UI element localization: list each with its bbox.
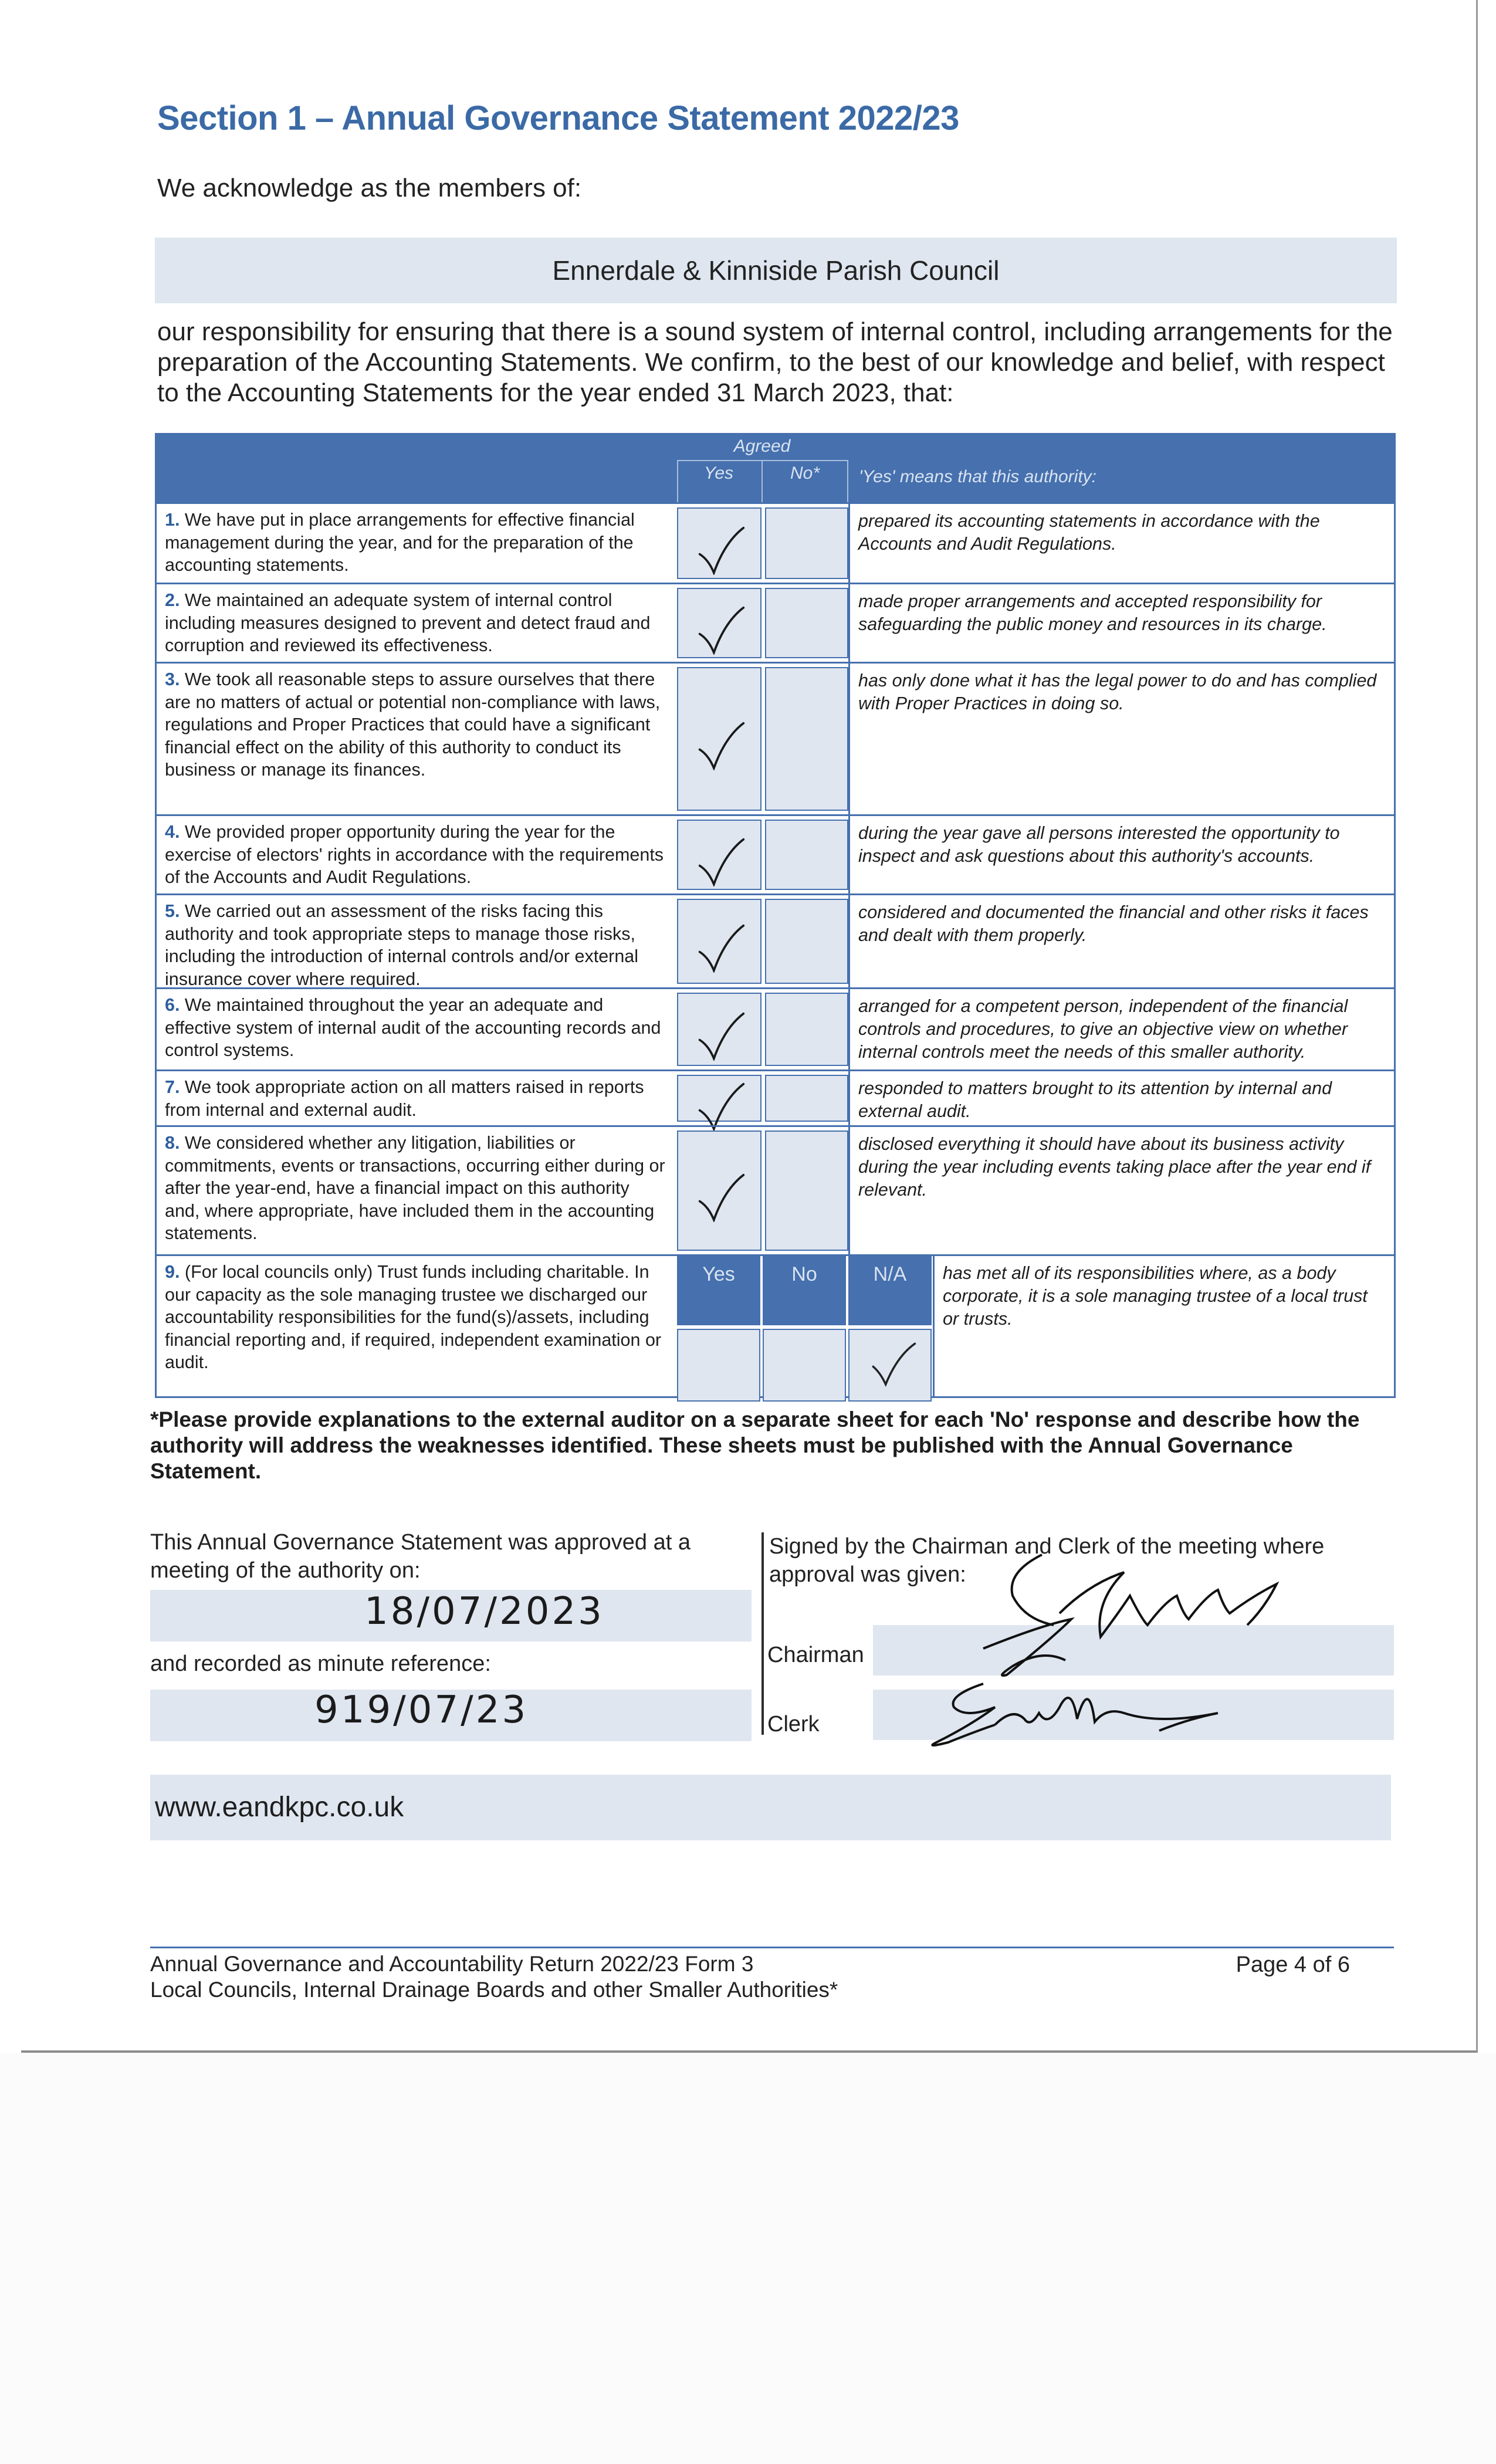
yes-box[interactable] xyxy=(677,1075,761,1122)
row9-no-header: No xyxy=(763,1256,846,1325)
means-cell xyxy=(848,664,1396,814)
section-title: Section 1 – Annual Governance Statement 2022/23 xyxy=(157,99,959,137)
statement-number: 7. xyxy=(165,1077,180,1097)
no-header: No* xyxy=(790,463,820,483)
means-text: arranged for a competent person, independent of the financial controls and procedures, to give an objective view on whether internal controls meet the needs of this smaller authority. xyxy=(858,996,1348,1062)
row9-yes-header: Yes xyxy=(677,1256,760,1325)
means-cell xyxy=(933,1256,1396,1396)
page-number: Page 4 of 6 xyxy=(1236,1952,1350,1977)
table-row xyxy=(155,583,1396,662)
no-box[interactable] xyxy=(765,993,848,1066)
checkmark-icon xyxy=(695,605,747,655)
statement-text: We provided proper opportunity during the year for the exercise of electors' rights in accordance with the requirements of the Accounts and Audit Regulations. xyxy=(165,822,664,887)
no-box[interactable] xyxy=(765,588,848,658)
means-text: has only done what it has the legal power to do and has complied with Proper Practices in doing so. xyxy=(858,671,1377,713)
means-cell xyxy=(848,584,1396,662)
row9-no-box[interactable] xyxy=(763,1329,846,1402)
clerk-signature xyxy=(913,1672,1277,1754)
statement-text: We carried out an assessment of the risks facing this authority and took appropriate steps to manage those risks, including the introduction of internal controls and/or external insurance cover where required. xyxy=(165,901,639,989)
row9-na-box[interactable] xyxy=(848,1329,932,1402)
yes-box[interactable] xyxy=(677,507,761,579)
statement-text: (For local councils only) Trust funds including charitable. In our capacity as the sole managing trustee we discharged our accountability responsibilities for the fund(s)/assets, including financial reporting and, if required, independent examination or audit. xyxy=(165,1262,662,1372)
means-text: made proper arrangements and accepted responsibility for safeguarding the public money and resources in its charge. xyxy=(858,591,1327,634)
yes-box[interactable] xyxy=(677,899,761,984)
statement-text: We took appropriate action on all matters raised in reports from internal and external audit. xyxy=(165,1077,644,1120)
statement-text: We took all reasonable steps to assure ourselves that there are no matters of actual or potential non-compliance with laws, regulations and Proper Practices that could have a significant financial effect on the ability of this authority to conduct its business or manage its finances. xyxy=(165,669,661,780)
yes-box[interactable] xyxy=(677,667,761,811)
statement-cell xyxy=(155,989,677,1069)
means-text: disclosed everything it should have about its business activity during the year including events taking place after the year end if relevant. xyxy=(858,1134,1371,1200)
minute-label: and recorded as minute reference: xyxy=(150,1651,491,1676)
signed-text: Signed by the Chairman and Clerk of the meeting where approval was given: xyxy=(769,1534,1325,1587)
intro-paragraph: our responsibility for ensuring that there is a sound system of internal control, including arrangements for the preparation of the Accounting Statements. We confirm, to the best of our knowledge and belief, with respect to the Accounting Statements for the year ended 31 March 2023, that: xyxy=(157,317,1393,407)
checkmark-icon xyxy=(695,526,747,575)
checkmark-icon xyxy=(695,923,747,973)
chairman-signature xyxy=(972,1549,1300,1684)
acknowledge-text: We acknowledge as the members of: xyxy=(157,174,582,202)
statement-cell xyxy=(155,1071,677,1125)
auditor-notice: *Please provide explanations to the external auditor on a separate sheet for each 'No' response and describe how the authority will address the weaknesses identified. These sheets must be published with the Annual Governance Statement. xyxy=(150,1407,1360,1483)
statement-text: We maintained an adequate system of internal control including measures designed to prevent and detect fraud and corruption and reviewed its effectiveness. xyxy=(165,590,651,655)
footer xyxy=(150,1951,838,2003)
document-page xyxy=(21,0,1478,2053)
statement-text: We maintained throughout the year an adequate and effective system of internal audit of the accounting records and control systems. xyxy=(165,995,661,1060)
table-row xyxy=(155,987,1396,1069)
means-cell xyxy=(848,1127,1396,1254)
means-cell xyxy=(848,504,1396,583)
signature-divider xyxy=(761,1532,764,1735)
means-cell xyxy=(848,895,1396,987)
table-row xyxy=(155,1069,1396,1125)
yes-box[interactable] xyxy=(677,820,761,890)
governance-table xyxy=(155,433,1396,1398)
means-text: prepared its accounting statements in accordance with the Accounts and Audit Regulations. xyxy=(858,511,1320,554)
means-header: 'Yes' means that this authority: xyxy=(859,467,1096,486)
means-cell xyxy=(848,989,1396,1069)
scan-margin xyxy=(0,2053,1496,2464)
council-name-field xyxy=(155,238,1397,303)
yes-box[interactable] xyxy=(677,588,761,658)
statement-cell xyxy=(155,584,677,662)
clerk-label: Clerk xyxy=(767,1712,820,1737)
yes-box[interactable] xyxy=(677,993,761,1066)
statement-cell xyxy=(155,895,677,987)
council-name: Ennerdale & Kinniside Parish Council xyxy=(552,255,1000,286)
means-text: responded to matters brought to its attention by internal and external audit. xyxy=(858,1078,1332,1121)
no-box[interactable] xyxy=(765,667,848,811)
means-text: has met all of its responsibilities where, as a body corporate, it is a sole managing trustee of a local trust or trusts. xyxy=(943,1263,1368,1329)
means-cell xyxy=(848,816,1396,893)
means-text: during the year gave all persons interested the opportunity to inspect and ask questions about this authority's accounts. xyxy=(858,823,1340,866)
statement-number: 3. xyxy=(165,669,180,689)
minute-reference-field[interactable] xyxy=(150,1690,752,1741)
table-header xyxy=(155,433,1396,502)
checkmark-icon xyxy=(695,1173,747,1222)
statement-text: We have put in place arrangements for effective financial management during the year, and for the preparation of the accounting statements. xyxy=(165,510,635,575)
means-cell xyxy=(848,1071,1396,1125)
no-box[interactable] xyxy=(765,1131,848,1251)
agreed-header: Agreed xyxy=(733,436,791,456)
statement-cell xyxy=(155,1256,677,1396)
table-row xyxy=(155,893,1396,987)
statement-cell xyxy=(155,816,677,893)
checkmark-icon xyxy=(695,1011,747,1061)
website-field[interactable] xyxy=(150,1775,1391,1840)
footer-line-2: Local Councils, Internal Drainage Boards and other Smaller Authorities* xyxy=(150,1978,838,2002)
footer-divider xyxy=(150,1947,1394,1948)
no-box[interactable] xyxy=(765,1075,848,1122)
minute-reference: 919/07/23 xyxy=(314,1688,529,1732)
statement-cell xyxy=(155,504,677,583)
statement-number: 2. xyxy=(165,590,180,610)
checkmark-icon xyxy=(867,1341,920,1387)
approval-date: 18/07/2023 xyxy=(364,1590,604,1633)
statement-number: 5. xyxy=(165,901,180,921)
no-box[interactable] xyxy=(765,899,848,984)
no-box[interactable] xyxy=(765,820,848,890)
approved-text: This Annual Governance Statement was approved at a meeting of the authority on: xyxy=(150,1530,691,1583)
statement-cell xyxy=(155,1127,677,1254)
no-box[interactable] xyxy=(765,507,848,579)
chairman-label: Chairman xyxy=(767,1643,864,1667)
yes-box[interactable] xyxy=(677,1131,761,1251)
row9-na-header: N/A xyxy=(848,1256,932,1325)
statement-number: 1. xyxy=(165,510,180,530)
statement-cell xyxy=(155,664,677,814)
statement-text: We considered whether any litigation, liabilities or commitments, events or transactions, occurring either during or after the year-end, have a financial impact on this authority and, where appropriate, have included them in the accounting statements. xyxy=(165,1133,665,1243)
table-row xyxy=(155,662,1396,814)
table-row xyxy=(155,502,1396,583)
statement-number: 6. xyxy=(165,995,180,1015)
table-row xyxy=(155,814,1396,893)
checkmark-icon xyxy=(695,721,747,770)
statement-number: 9. xyxy=(165,1262,180,1282)
row9-yes-box[interactable] xyxy=(677,1329,760,1402)
table-row xyxy=(155,1125,1396,1254)
website-address: www.eandkpc.co.uk xyxy=(155,1792,404,1823)
yes-header: Yes xyxy=(703,463,734,483)
checkmark-icon xyxy=(695,837,747,886)
statement-number: 8. xyxy=(165,1133,180,1153)
table-row-9 xyxy=(155,1254,1396,1398)
checkmark-icon xyxy=(695,1082,747,1131)
footer-line-1: Annual Governance and Accountability Return 2022/23 Form 3 xyxy=(150,1952,754,1976)
means-text: considered and documented the financial and other risks it faces and dealt with them properly. xyxy=(858,902,1369,945)
header-divider xyxy=(847,460,848,502)
statement-number: 4. xyxy=(165,822,180,842)
approval-date-field[interactable] xyxy=(150,1590,752,1641)
